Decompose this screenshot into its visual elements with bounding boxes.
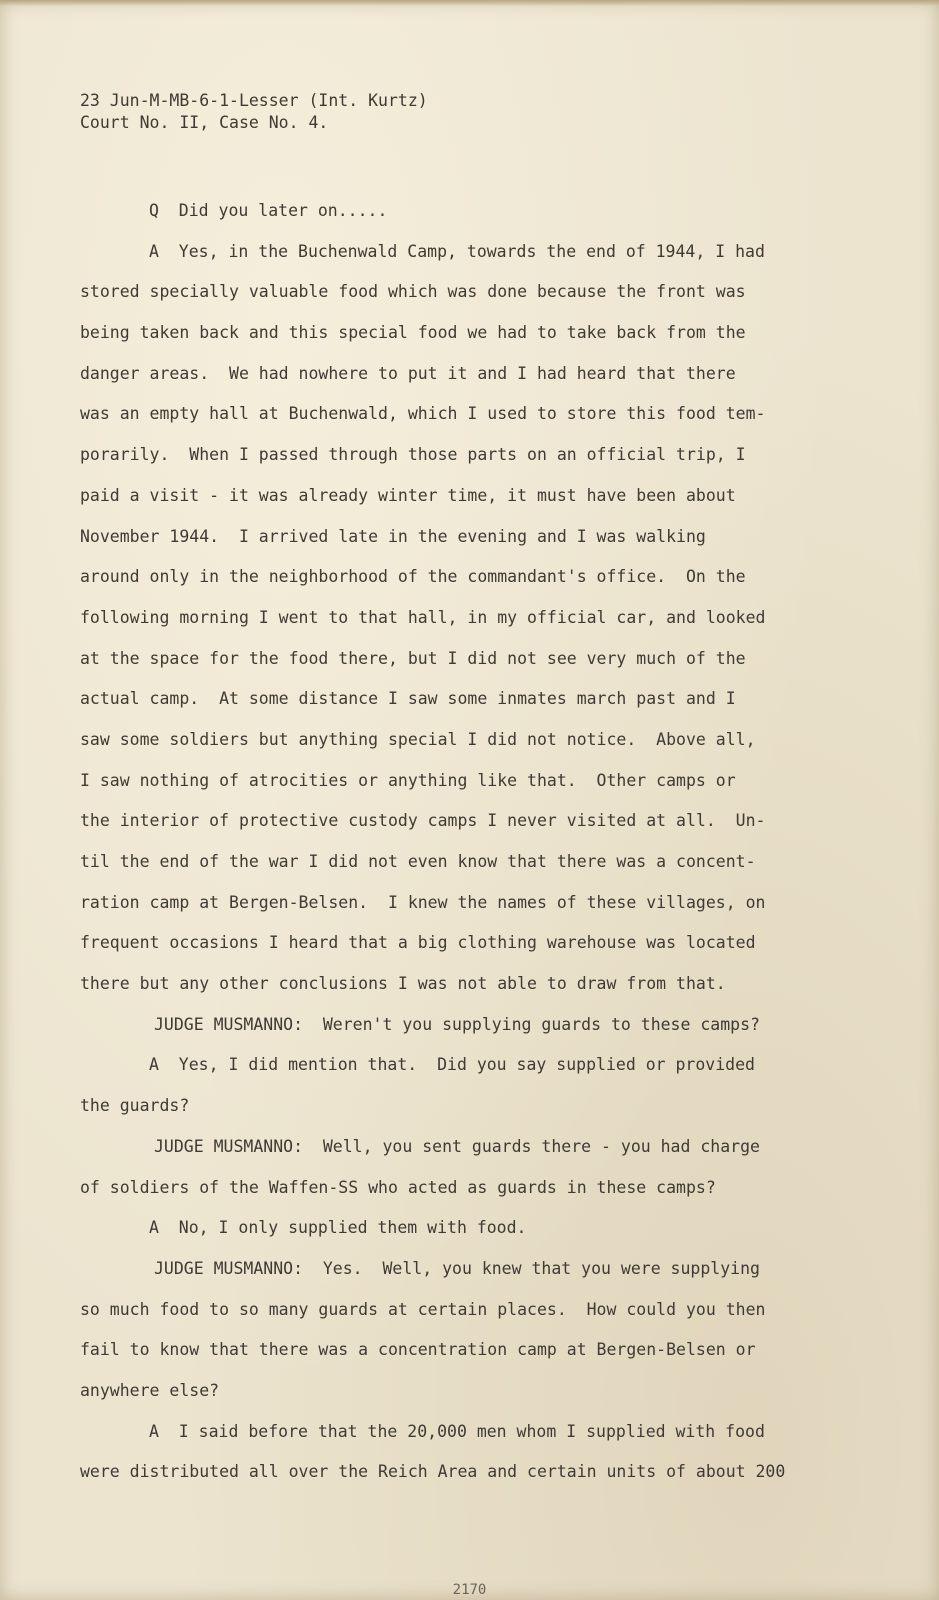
header-line-2: Court No. II, Case No. 4. [80, 113, 329, 132]
transcript-line: following morning I went to that hall, in my official car, and looked [80, 607, 766, 627]
transcript-line: JUDGE MUSMANNO: Well, you sent guards there - you had charge [154, 1136, 760, 1156]
transcript-line: stored specially valuable food which was done because the front was [80, 282, 746, 302]
transcript-line: I saw nothing of atrocities or anything like that. Other camps or [80, 770, 736, 790]
transcript-line: ration camp at Bergen-Belsen. I knew the names of these villages, on [80, 892, 766, 912]
transcript-line: Q Did you later on..... [149, 201, 388, 220]
transcript-line: til the end of the war I did not even know that there was a concent- [80, 852, 756, 871]
transcript-line: saw some soldiers but anything special I did not notice. Above all, [80, 729, 756, 749]
transcript-line: danger areas. We had nowhere to put it and I had heard that there [80, 363, 736, 383]
transcript-line: A No, I only supplied them with food. [149, 1218, 527, 1238]
transcript-line: A Yes, I did mention that. Did you say supplied or provided [149, 1055, 755, 1075]
transcript-line: fail to know that there was a concentration camp at Bergen-Belsen or [80, 1340, 756, 1360]
transcript-line: anywhere else? [80, 1380, 220, 1400]
transcript-line: actual camp. At some distance I saw some inmates march past and I [80, 689, 736, 709]
transcript-line: there but any other conclusions I was not able to draw from that. [80, 974, 726, 994]
transcript-line: of soldiers of the Waffen-SS who acted as guards in these camps? [80, 1177, 716, 1197]
page-number: 2170 [452, 1582, 487, 1598]
transcript-line: paid a visit - it was already winter time, it must have been about [80, 485, 736, 505]
transcript-line: at the space for the food there, but I did not see very much of the [80, 648, 746, 668]
transcript-line: frequent occasions I heard that a big clothing warehouse was located [80, 933, 756, 953]
transcript-line: the interior of protective custody camps I never visited at all. Un- [80, 811, 766, 831]
transcript-line: was an empty hall at Buchenwald, which I used to store this food tem- [80, 404, 766, 424]
transcript-line: being taken back and this special food we had to take back from the [80, 323, 746, 343]
transcript-body [80, 199, 890, 1501]
transcript-line: November 1944. I arrived late in the evening and I was walking [80, 526, 706, 546]
transcript-line: around only in the neighborhood of the commandant's office. On the [80, 567, 746, 587]
header-line-1: 23 Jun-M-MB-6-1-Lesser (Int. Kurtz) [80, 91, 428, 110]
transcript-line: JUDGE MUSMANNO: Weren't you supplying guards to these camps? [154, 1014, 760, 1034]
transcript-line: A I said before that the 20,000 men whom I supplied with food [149, 1421, 765, 1441]
transcript-line: were distributed all over the Reich Area and certain units of about 200 [80, 1462, 786, 1482]
transcript-line: so much food to so many guards at certain places. How could you then [80, 1299, 766, 1319]
transcript-line: the guards? [80, 1096, 190, 1116]
case-header [80, 90, 428, 134]
paper-edge [0, 0, 939, 6]
transcript-line: A Yes, in the Buchenwald Camp, towards the end of 1944, I had [149, 241, 765, 261]
transcript-line: porarily. When I passed through those parts on an official trip, I [80, 445, 746, 465]
transcript-line: JUDGE MUSMANNO: Yes. Well, you knew that you were supplying [154, 1258, 760, 1278]
